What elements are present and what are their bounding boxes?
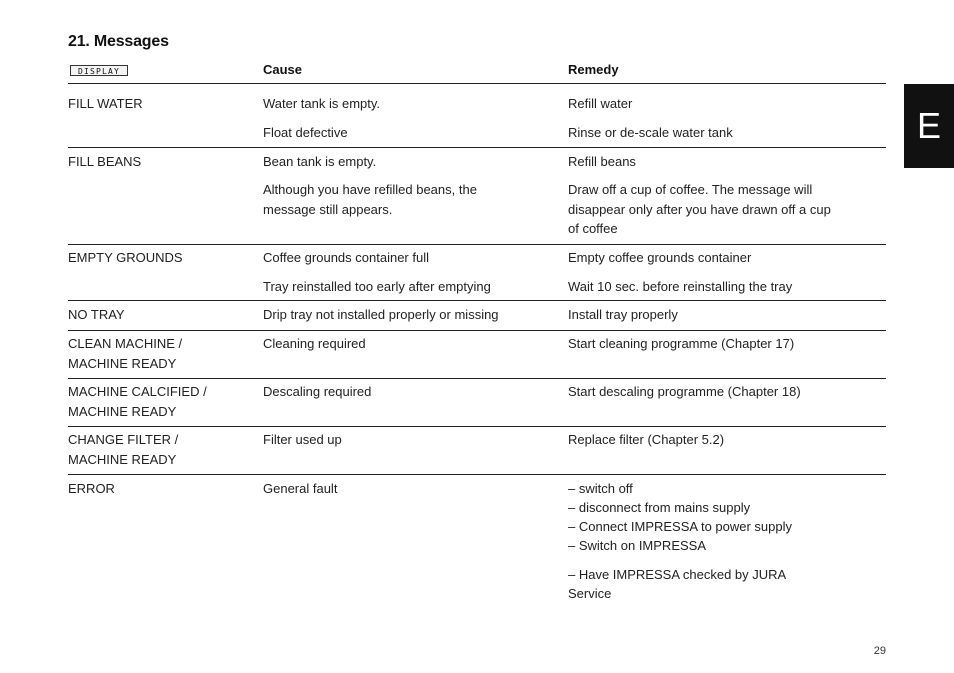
page-number: 29	[873, 645, 886, 657]
row-divider	[68, 474, 886, 475]
page-title: 21. Messages	[68, 33, 169, 50]
row-divider	[68, 330, 886, 331]
display-label-badge: DISPLAY	[70, 65, 128, 76]
row-fill-beans-remedy: Refill beans	[568, 154, 636, 169]
row-fill-beans-cause: Bean tank is empty.	[263, 154, 377, 169]
row-machine-calcified-remedy: Start descaling programme (Chapter 18)	[568, 384, 801, 399]
row-divider	[68, 244, 886, 245]
row-float-remedy: Rinse or de-scale water tank	[568, 125, 733, 140]
row-error-service-remedy: – Have IMPRESSA checked by JURA Service	[568, 567, 787, 601]
row-divider	[68, 426, 886, 427]
row-beans-refilled-remedy: Draw off a cup of coffee. The message will disappear only after you have drawn off a cup of coffee	[568, 182, 831, 236]
row-tray-early-cause: Tray reinstalled too early after emptying	[263, 279, 491, 294]
row-clean-machine-cause: Cleaning required	[263, 336, 366, 351]
row-beans-refilled-cause: Although you have refilled beans, the message still appears.	[263, 182, 477, 217]
row-float-cause: Float defective	[263, 125, 348, 140]
row-no-tray-display: NO TRAY	[68, 307, 125, 322]
row-empty-grounds-remedy: Empty coffee grounds container	[568, 250, 752, 265]
row-clean-machine-remedy: Start cleaning programme (Chapter 17)	[568, 336, 795, 351]
row-fill-water-remedy: Refill water	[568, 96, 633, 111]
row-machine-calcified-cause: Descaling required	[263, 384, 372, 399]
row-divider	[68, 378, 886, 379]
row-no-tray-remedy: Install tray properly	[568, 307, 678, 322]
row-fill-beans-display: FILL BEANS	[68, 154, 142, 169]
row-no-tray-cause: Drip tray not installed properly or missing	[263, 307, 499, 322]
row-change-filter-display: CHANGE FILTER / MACHINE READY	[68, 432, 179, 467]
row-tray-early-remedy: Wait 10 sec. before reinstalling the tray	[568, 279, 793, 294]
remedy-column-header: Remedy	[568, 62, 619, 77]
section-tab: E	[904, 84, 954, 168]
row-fill-water-cause: Water tank is empty.	[263, 96, 381, 111]
header-rule	[68, 83, 886, 84]
row-change-filter-remedy: Replace filter (Chapter 5.2)	[568, 432, 725, 447]
row-error-remedy: – switch off – disconnect from mains supply – Connect IMPRESSA to power supply – Switch on IMPRESSA	[568, 481, 793, 553]
row-clean-machine-display: CLEAN MACHINE / MACHINE READY	[68, 336, 183, 371]
row-divider	[68, 147, 886, 148]
cause-column-header: Cause	[263, 62, 303, 77]
row-machine-calcified-display: MACHINE CALCIFIED / MACHINE READY	[68, 384, 207, 419]
row-error-display: ERROR	[68, 481, 115, 496]
row-error-cause: General fault	[263, 481, 338, 496]
row-change-filter-cause: Filter used up	[263, 432, 342, 447]
row-empty-grounds-cause: Coffee grounds container full	[263, 250, 429, 265]
row-divider	[68, 300, 886, 301]
row-fill-water-display: FILL WATER	[68, 96, 143, 111]
row-empty-grounds-display: EMPTY GROUNDS	[68, 250, 183, 265]
